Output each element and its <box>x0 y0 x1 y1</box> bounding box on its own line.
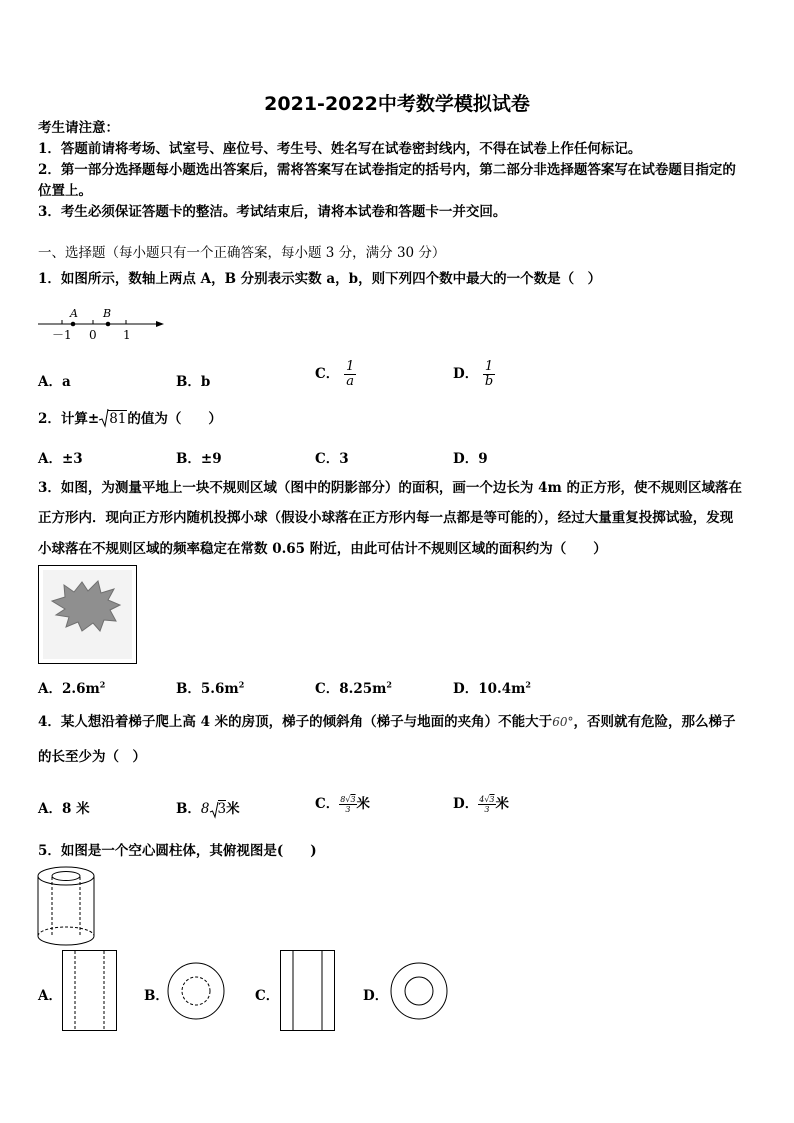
small-fraction <box>478 795 495 814</box>
coefficient: 8 <box>200 801 210 817</box>
label-b: B <box>103 307 112 320</box>
q3-option-c <box>315 677 392 697</box>
q5-option-d-label: D． <box>363 988 389 1004</box>
option-prefix: C． <box>315 796 340 812</box>
unit: 米 <box>495 796 510 812</box>
q4-stem-line-2: 的长至少为（ ） <box>38 749 146 765</box>
unit-superscript: 2 <box>525 679 531 690</box>
point-a <box>71 322 76 327</box>
page-title: 2021-2022中考数学模拟试卷 <box>264 93 530 115</box>
q4-option-a: A．8 米 <box>38 801 90 817</box>
unit: 米 <box>226 801 240 817</box>
q3-stem-line-1: 3．如图，为测量平地上一块不规则区域（图中的阴影部分）的面积，画一个边长为 4m 的正方形，使不规则区域落在 <box>38 480 742 496</box>
notice-item-2: 2．第一部分选择题每小题选出答案后，需将答案写在试卷指定的括号内，第二部分非选择题答案写在试卷题目指定的 <box>38 162 736 178</box>
q1-option-c <box>315 360 356 389</box>
fraction-numerator: 1 <box>484 359 494 374</box>
q4-stem-part-2: ，否则就有危险，那么梯子 <box>573 714 736 730</box>
q2-option-d: D．9 <box>453 451 488 467</box>
q2-stem <box>38 409 222 429</box>
coefficient: 8 <box>340 795 346 804</box>
q2-option-c: C．3 <box>315 451 349 467</box>
fraction-numerator: 8√3 <box>340 795 356 804</box>
q1-option-c-prefix: C． <box>315 366 340 382</box>
q5-option-d-figure <box>389 961 449 1021</box>
square-with-irregular-region-figure <box>38 565 138 665</box>
q1-option-d-prefix: D． <box>453 366 479 382</box>
q5-option-b-label: B． <box>144 988 169 1004</box>
q2-option-b: B．±9 <box>176 451 222 467</box>
q4-option-c <box>315 792 370 814</box>
q4-option-b <box>176 797 240 817</box>
option-prefix: B． <box>176 801 201 817</box>
unit-superscript: 2 <box>386 679 392 690</box>
q4-stem-line-1 <box>38 712 735 732</box>
q2-stem-suffix: 的值为（ ） <box>127 411 222 427</box>
fraction-denominator: a <box>346 374 354 389</box>
option-text: D．10.4m <box>453 681 526 697</box>
unit-superscript: 2 <box>99 679 106 690</box>
small-fraction <box>339 795 356 814</box>
q3-option-a <box>38 677 105 697</box>
q5-option-a-figure <box>62 950 118 1032</box>
q3-option-d <box>453 677 531 697</box>
q1-option-b: B．b <box>176 374 211 390</box>
notice-item-1: 1．答题前请将考场、试室号、座位号、考生号、姓名写在试卷密封线内，不得在试卷上作任何标记。 <box>38 141 642 157</box>
q2-option-a: A．±3 <box>38 451 83 467</box>
radicand: 81 <box>109 411 127 427</box>
notice-heading: 考生请注意： <box>38 120 119 136</box>
radical-sign-icon <box>99 408 109 428</box>
fraction-denominator: 3 <box>345 805 351 814</box>
q1-option-a: A．a <box>38 374 71 390</box>
q3-stem-line-2: 正方形内．现向正方形内随机投掷小球（假设小球落在正方形内每一点都是等可能的），经过大量重复投掷试验，发现 <box>38 510 734 526</box>
option-text: A．2.6m <box>38 681 100 697</box>
fraction-numerator: 1 <box>345 359 355 374</box>
fraction-denominator: 3 <box>484 805 490 814</box>
q1-option-d-fraction <box>483 360 495 389</box>
q4-stem-part-1: 4．某人想沿着梯子爬上高 4 米的房顶，梯子的倾斜角（梯子与地面的夹角）不能大于 <box>38 714 553 730</box>
notice-item-3: 3．考生必须保证答题卡的整洁。考试结束后，请将本试卷和答题卡一并交回。 <box>38 204 507 220</box>
radical-sign-icon <box>210 801 219 819</box>
radicand: 3 <box>489 795 495 804</box>
q1-option-d <box>453 360 495 389</box>
number-line-figure <box>38 306 168 346</box>
q3-option-b <box>176 677 244 697</box>
label-a: A <box>70 307 78 320</box>
q5-stem: 5．如图是一个空心圆柱体，其俯视图是( ) <box>38 843 317 859</box>
point-b <box>106 322 111 327</box>
tick-label-0: 0 <box>89 328 97 342</box>
q1-stem: 1．如图所示，数轴上两点 A，B 分别表示实数 a，b，则下列四个数中最大的一个数是（ ） <box>38 271 602 287</box>
unit: 米 <box>356 796 371 812</box>
option-text: B．5.6m <box>176 681 239 697</box>
sqrt-expression <box>99 409 127 429</box>
notice-item-2-cont: 位置上。 <box>38 183 92 199</box>
q4-option-d <box>453 792 509 814</box>
unit-superscript: 2 <box>238 679 245 690</box>
q3-stem-line-3: 小球落在不规则区域的频率稳定在常数 0.65 附近，由此可估计不规则区域的面积约为（ ） <box>38 541 607 557</box>
option-text: C．8.25m <box>315 681 387 697</box>
fraction-denominator: b <box>484 374 494 389</box>
sqrt-expression <box>210 801 227 817</box>
q5-option-c-figure <box>280 950 336 1032</box>
q1-option-c-fraction <box>344 360 356 389</box>
section-heading: 一、选择题（每小题只有一个正确答案，每小题 3 分，满分 30 分） <box>38 245 446 261</box>
fraction-numerator: 4√3 <box>479 795 495 804</box>
hollow-cylinder-figure <box>36 864 98 948</box>
coefficient: 4 <box>479 795 485 804</box>
q2-stem-prefix: 2．计算± <box>38 411 100 427</box>
radicand: 3 <box>217 801 227 817</box>
tick-label-1: 1 <box>123 328 131 342</box>
tick-label-minus-1: －1 <box>52 328 72 342</box>
angle-value: 60° <box>552 715 574 729</box>
q5-option-c-label: C． <box>255 988 280 1004</box>
q5-option-a-label: A． <box>38 988 62 1004</box>
option-prefix: D． <box>453 796 479 812</box>
q5-option-b-figure <box>166 961 226 1021</box>
radicand: 3 <box>350 795 356 804</box>
